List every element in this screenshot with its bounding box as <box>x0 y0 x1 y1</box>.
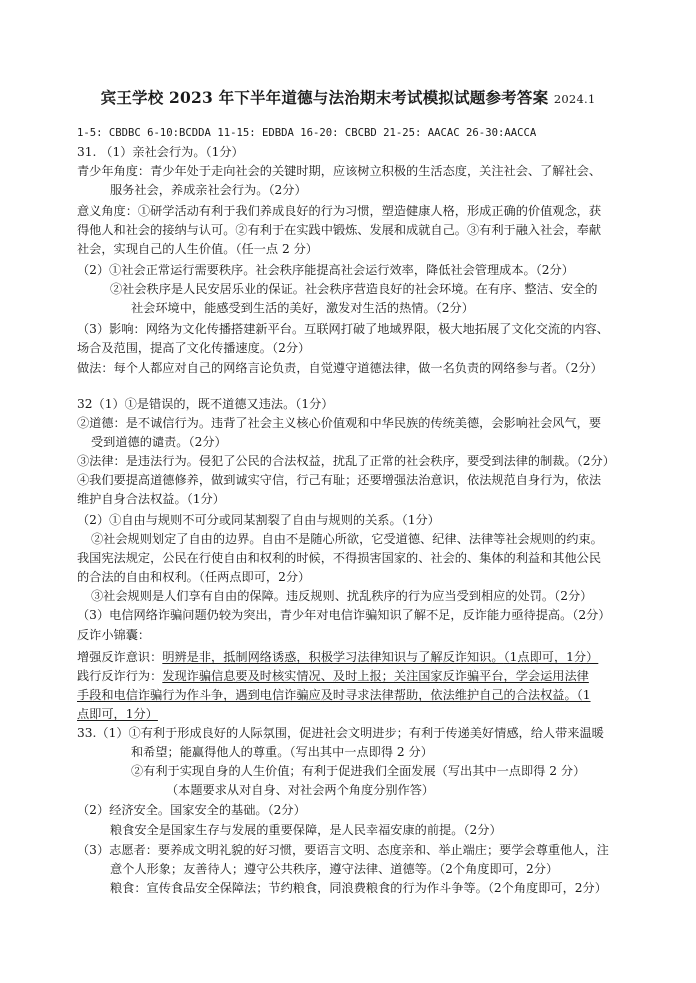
underlined-answer: 手段和电信诈骗行为作斗争，遇到电信诈骗应及时寻求法律帮助，依法维护自己的合法权益。（1 <box>77 688 591 702</box>
line-text: （2）①自由与规则不可分或同某割裂了自由与规则的关系。（1分） <box>77 513 440 527</box>
line-text: 粮食：宣传食品安全保障法；节约粮食，同浪费粮食的行为作斗争等。（2个角度即可，2分） <box>110 881 607 895</box>
underlined-answer: 点即可，1分） <box>77 707 158 721</box>
line-text: 做法：每个人都应对自己的网络言论负责，自觉遵守道德法律，做一名负责的网络参与者。（2分） <box>77 361 603 375</box>
title-date: 2024.1 <box>553 92 596 106</box>
answer-line <box>110 879 607 898</box>
answer-line <box>131 299 474 318</box>
line-text: ②有利于实现自身的人生价值；有利于促进我们全面发展（写出其中一点即得 2 分） <box>131 764 586 778</box>
line-text: ②道德：是不诚信行为。违背了社会主义核心价值观和中华民族的传统美德，会影响社会风气，要 <box>77 416 602 430</box>
line-text: 粮食安全是国家生存与发展的重要保障，是人民幸福安康的前提。（2分） <box>110 823 502 837</box>
line-text: ②社会秩序是人民安居乐业的保证。社会秩序营造良好的社会环境。在有序、整洁、安全的 <box>110 282 598 296</box>
line-text: 意义角度：①研学活动有利于我们养成良好的行为习惯，塑造健康人格，形成正确的价值观念，获 <box>77 204 602 218</box>
answer-line <box>77 606 610 625</box>
line-text: 得他人和社会的接纳与认可。②有利于在实践中锻炼、发展和成就自己。③有利于融入社会，奉献 <box>77 223 602 237</box>
answer-line <box>77 124 536 143</box>
line-text: （3）志愿者：要养成文明礼貌的好习惯，要语言文明、态度亲和、举止端庄；要学会尊重他人，注 <box>77 843 609 857</box>
line-text: 青少年角度：青少年处于走向社会的关键时期，应该树立积极的生活态度，关注社会、了解社会、 <box>77 164 602 178</box>
line-text: 反诈小锦囊： <box>77 628 151 642</box>
answer-line <box>77 686 591 705</box>
line-text: 我国宪法规定，公民在行使自由和权利的时候，不得损害国家的、社会的、集体的利益和其他公民 <box>77 551 602 565</box>
line-text: ③法律：是违法行为。侵犯了公民的合法权益，扰乱了正常的社会秩序，要受到法律的制裁。（2分） <box>77 454 615 468</box>
line-text: 33.（1）①有利于形成良好的人际氛围，促进社会文明进步；有利于传递美好情感，给人带来温暖 <box>77 726 604 740</box>
answer-line <box>131 762 585 781</box>
line-text: 意个人形象；友善待人；遵守公共秩序，遵守法律、道德等。（2个角度即可，2分） <box>110 862 559 876</box>
answer-line <box>91 433 227 452</box>
line-text: （2）①社会正常运行需要秩序。社会秩序能提高社会运行效率，降低社会管理成本。（2分） <box>77 263 574 277</box>
line-text: 和希望；能赢得他人的尊重。（写出其中一点即得 2 分） <box>131 745 433 759</box>
answer-line <box>77 471 601 490</box>
line-text: 32（1）①是错误的，既不道德又违法。（1分） <box>77 397 334 411</box>
answer-line <box>91 587 592 606</box>
answer-line <box>77 414 601 433</box>
answer-line <box>77 221 601 240</box>
line-text: 1-5: CBDBC 6-10:BCDDA 11-15: EDBDA 16-20: CBCBD 21-25: AACAC 26-30:AACCA <box>77 127 537 139</box>
answer-line <box>77 143 244 162</box>
line-text: 维护自身合法权益。（1分） <box>77 492 225 506</box>
answer-line <box>77 549 601 568</box>
answer-line <box>77 202 601 221</box>
line-text: 31. （1）亲社会行为。（1分） <box>77 145 244 159</box>
line-text: 践行反诈行为： <box>77 669 163 683</box>
line-text: 增强反诈意识： <box>77 650 163 664</box>
line-text: ④我们要提高道德修养，做到诚实守信，行己有耻；还要增强法治意识，依法规范自身行为，依法 <box>77 473 602 487</box>
underlined-answer: 明辨是非，抵制网络诱惑，积极学习法律知识与了解反诈知识。 <box>162 650 504 664</box>
answer-line <box>131 743 433 762</box>
answer-line <box>110 280 598 299</box>
line-text: 社会环境中，能感受到生活的美好，激发对生活的热情。（2分） <box>131 301 474 315</box>
line-text: （2）经济安全。国家安全的基础。（2分） <box>77 803 306 817</box>
line-text: 受到道德的谴责。（2分） <box>91 435 227 449</box>
answer-line <box>77 648 598 667</box>
line-text: （3）电信网络诈骗问题仍较为突出，青少年对电信诈骗知识了解不足，反诈能力亟待提高。（2分） <box>77 608 611 622</box>
answer-line <box>77 339 310 358</box>
answer-line <box>77 261 574 280</box>
line-text: 的合法的自由和权利。（任两点即可，2分） <box>77 570 311 584</box>
answer-line <box>77 511 440 530</box>
answer-line <box>77 490 225 509</box>
answer-line <box>110 860 558 879</box>
answer-line <box>77 705 158 724</box>
line-text: ③社会规则是人们享有自由的保障。违反规则、扰乱秩序的行为应当受到相应的处罚。（2分） <box>91 589 593 603</box>
answer-line <box>77 841 609 860</box>
line-text: ②社会规则划定了自由的边界。自由不是随心所欲，它受道德、纪律、法律等社会规则的约束。 <box>91 532 603 546</box>
line-text: （本题要求从对自身、对社会两个角度分别作答） <box>166 783 435 797</box>
score-note: （1点即可，1分） <box>503 650 599 664</box>
title-main: 宾王学校 2023 年下半年道德与法治期末考试模拟试题参考答案 <box>100 88 549 107</box>
line-text: 服务社会，养成亲社会行为。（2分） <box>110 183 307 197</box>
answer-line <box>77 452 615 471</box>
page-title <box>0 86 696 108</box>
answer-line <box>110 181 307 200</box>
answer-line <box>77 359 603 378</box>
answer-line <box>77 568 310 587</box>
answer-line <box>77 801 306 820</box>
answer-line <box>77 395 333 414</box>
answer-line <box>77 724 604 743</box>
underlined-answer: 发现诈骗信息要及时核实情况、及时上报；关注国家反诈骗平台，学会运用法律 <box>162 669 589 683</box>
answer-line <box>110 821 502 840</box>
answer-line <box>77 626 150 645</box>
answer-line <box>77 240 318 259</box>
line-text: 社会，实现自己的人生价值。（任一点 2 分） <box>77 242 318 256</box>
answer-line <box>166 781 434 800</box>
answer-line <box>77 667 589 686</box>
line-text: （3）影响：网络为文化传播搭建新平台。互联网打破了地域界限，极大地拓展了文化交流的内容、 <box>77 322 609 336</box>
answer-line <box>77 320 609 339</box>
answer-line <box>77 162 601 181</box>
answer-line <box>91 530 603 549</box>
line-text: 场合及范围，提高了文化传播速度。（2分） <box>77 341 311 355</box>
